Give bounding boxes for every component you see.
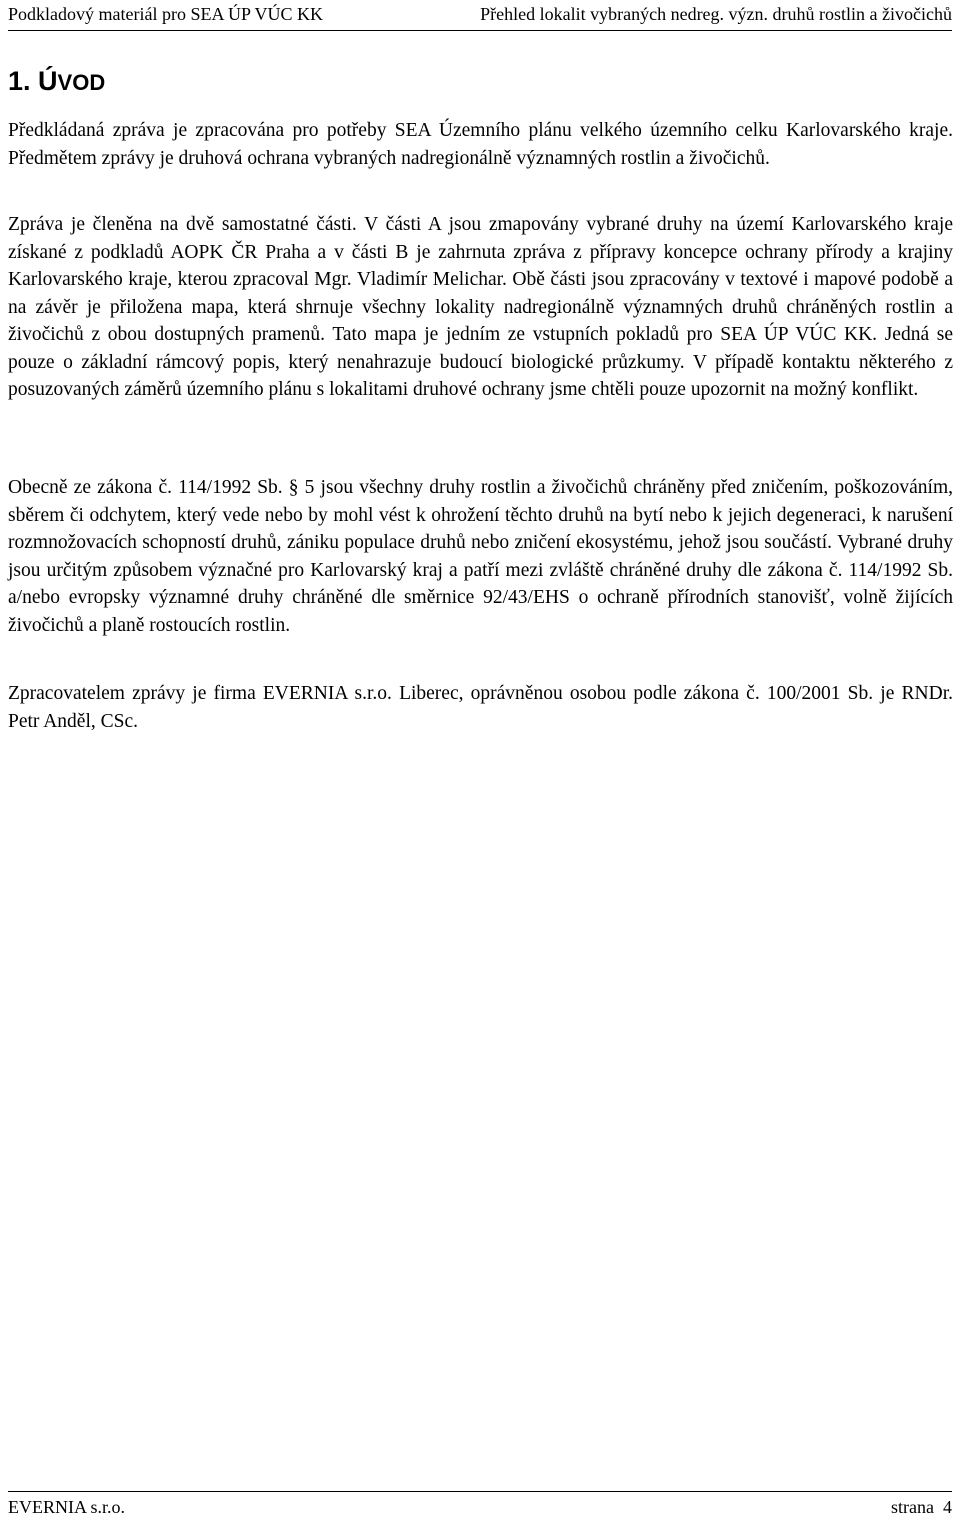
header-chapter-title: Přehled lokalit vybraných nedreg. význ. druhů rostlin a živočichů (480, 4, 952, 24)
section-heading-number: 1. Ú (8, 66, 58, 96)
footer-page-number: strana 4 (891, 1497, 952, 1517)
paragraph-structure: Zpráva je členěna na dvě samostatné části. V části A jsou zmapovány vybrané druhy na území Karlovarského kraje získané z podkladů AOPK ČR Praha a v části B je zahrnuta zpráva z přípravy koncepce ochrany přírody a krajiny Karlovarského kraje, kterou zpracoval Mgr. Vladimír Melichar. Obě části jsou zpracovány v textové i mapové podobě a na závěr je přiložena mapa, která shrnuje všechny lokality nadregionálně významných druhů chráněných rostlin a živočichů z obou dostupných pramenů. Tato mapa je jedním ze vstupních pokladů pro SEA ÚP VÚC KK. Jedná se pouze o základní rámcový popis, který nenahrazuje budoucí biologické průzkumy. V případě kontaktu některého z posuzovaných záměrů územního plánu s lokalitami druhové ochrany jsme chtěli pouze upozornit na možný konflikt. (8, 214, 953, 400)
paragraph-legal-basis: Obecně ze zákona č. 114/1992 Sb. § 5 jsou všechny druhy rostlin a živočichů chráněny před zničením, poškozováním, sběrem či odchytem, který vede nebo by mohl vést k ohrožení těchto druhů na bytí nebo k jejich degeneraci, k narušení rozmnožovacích schopností druhů, zániku populace druhů nebo zničení ekosystému, jehož jsou součástí. Vybrané druhy jsou určitým způsobem význačné pro Karlovarský kraj a patří mezi zvláště chráněné druhy dle zákona č. 114/1992 Sb. a/nebo evropsky významné druhy chráněné dle směrnice 92/43/EHS o ochraně přírodních stanovišť, volně žijících živočichů a planě rostoucích rostlin. (8, 477, 953, 636)
paragraph-purpose: Předkládaná zpráva je zpracována pro potřeby SEA Územního plánu velkého územního celku Karlovarského kraje. Předmětem zprávy je druhová ochrana vybraných nadregionálně významných rostlin a živočichů. (8, 120, 953, 169)
header-document-title: Podkladový materiál pro SEA ÚP VÚC KK (8, 4, 323, 24)
page-header (8, 2, 952, 31)
footer-company: EVERNIA s.r.o. (8, 1497, 125, 1517)
page-footer (8, 1491, 952, 1519)
section-heading (8, 64, 105, 100)
paragraph-author: Zpracovatelem zprávy je firma EVERNIA s.r.o. Liberec, oprávněnou osobou podle zákona č. 100/2001 Sb. je RNDr. Petr Anděl, CSc. (8, 683, 953, 732)
section-heading-text: VOD (57, 70, 106, 95)
